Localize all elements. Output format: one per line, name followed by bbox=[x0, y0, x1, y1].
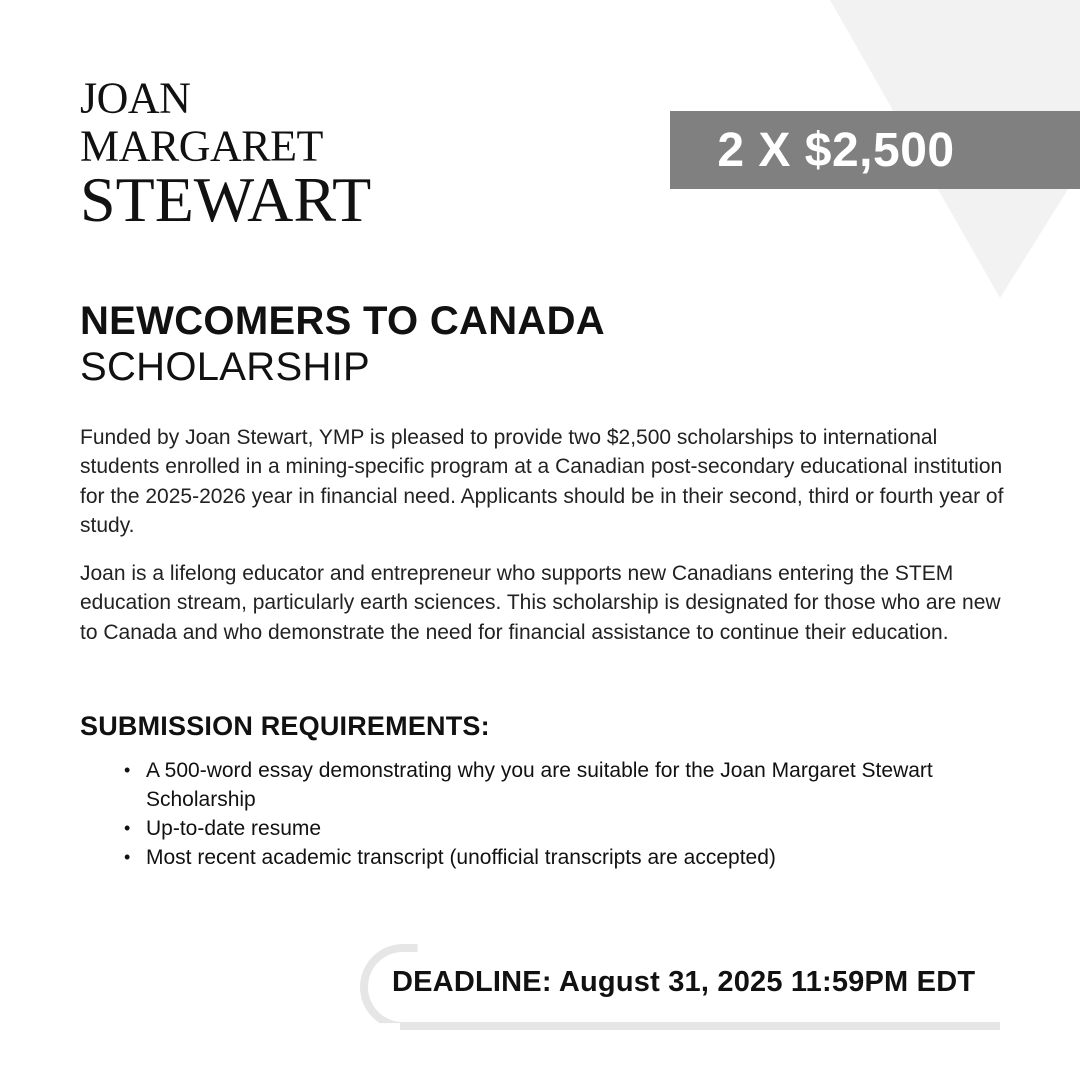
requirements-list bbox=[124, 756, 964, 872]
deadline-text: DEADLINE: August 31, 2025 11:59PM EDT bbox=[392, 966, 976, 998]
requirement-item bbox=[124, 814, 964, 843]
requirement-text: Up-to-date resume bbox=[146, 817, 322, 840]
requirements-heading: SUBMISSION REQUIREMENTS: bbox=[80, 711, 490, 741]
bullet-icon: • bbox=[124, 760, 131, 780]
award-amount-banner bbox=[670, 111, 1080, 189]
scholarship-title bbox=[80, 298, 605, 390]
requirement-item bbox=[124, 756, 964, 814]
title-line-2: SCHOLARSHIP bbox=[80, 345, 371, 389]
requirement-item bbox=[124, 843, 964, 872]
logo-line-margaret: MARGARET bbox=[80, 120, 323, 171]
award-amount-text: 2 X $2,500 bbox=[717, 123, 955, 177]
logo-wordmark bbox=[80, 72, 372, 235]
description-paragraph-1: Funded by Joan Stewart, YMP is pleased to provide two $2,500 scholarships to international students enrolled in a mining-specific program at a Canadian post-secondary educational institution for the 2025-2026 year in financial need. Applicants should be in their second, third or fourth year of study. bbox=[80, 426, 1004, 538]
bullet-icon: • bbox=[124, 818, 131, 838]
requirement-text: A 500-word essay demonstrating why you are suitable for the Joan Margaret Stewart Scholarship bbox=[146, 759, 933, 811]
bullet-icon: • bbox=[124, 847, 131, 867]
requirement-text: Most recent academic transcript (unofficial transcripts are accepted) bbox=[146, 846, 776, 869]
logo-line-stewart: STEWART bbox=[80, 164, 372, 235]
description-paragraph-2: Joan is a lifelong educator and entrepreneur who supports new Canadians entering the STEM education stream, particularly earth sciences. This scholarship is designated for those who are new to Canada and who demonstrate the need for financial assistance to continue their education. bbox=[80, 562, 1001, 644]
logo-line-joan: JOAN bbox=[80, 72, 191, 123]
title-line-1: NEWCOMERS TO CANADA bbox=[80, 299, 605, 343]
deadline-underline bbox=[400, 1022, 1000, 1030]
